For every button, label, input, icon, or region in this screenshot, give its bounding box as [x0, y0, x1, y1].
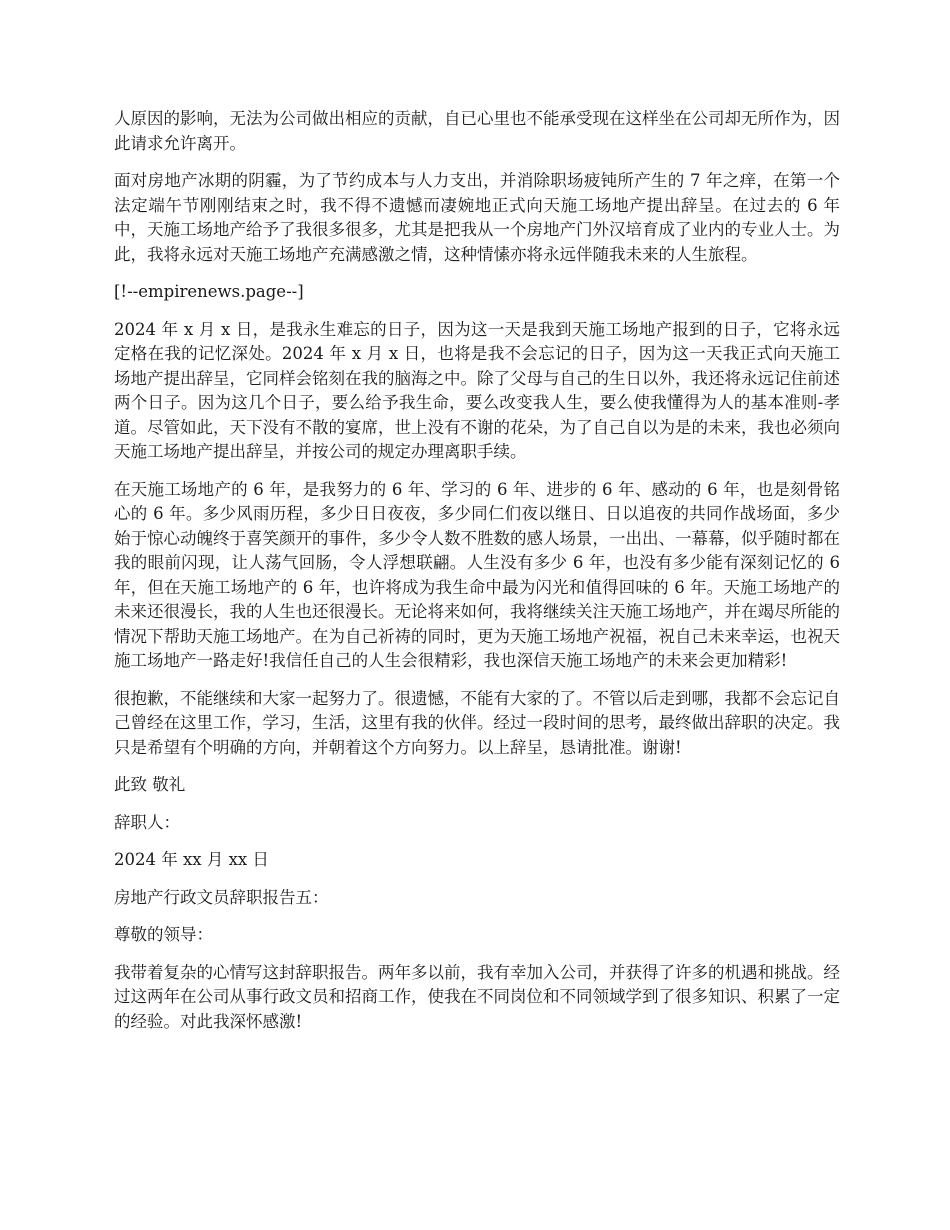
greeting-leader: 尊敬的领导： — [114, 925, 213, 944]
signature-label: 辞职人： — [114, 812, 180, 832]
paragraph-six-years: 在天施工场地产的 6 年，是我努力的 6 年、学习的 6 年、进步的 6 年、感动的 6 年，也是刻骨铭心的 6 年。多少风雨历程，多少日日夜夜，多少同仁们夜以继日、日以追夜的共同作战场面，多少始于惊心动魄终于喜笑颜开的事件，多少令人数不胜数的感人场景，一出出、一幕幕，似乎随时都在我的眼前闪现，让人荡气回肠，令人浮想联翩。人生没有多少 6 年，也没有多少能有深刻记忆的 6 年，但在天施工场地产的 6 年，也许将成为我生命中最为闪光和值得回味的 6 年。天施工场地产的未来还很漫长，我的人生也还很漫长。无论将来如何，我将继续关注天施工场地产，并在竭尽所能的情况下帮助天施工场地产。在为自己祈祷的同时，更为天施工场地产祝福，祝自己未来幸运，也祝天施工场地产一路走好!我信任自己的人生会很精彩，我也深信天施工场地产的未来会更加精彩! — [114, 479, 840, 670]
section-heading-report-five: 房地产行政文员辞职报告五： — [114, 887, 329, 907]
signature-date: 2024 年 xx 月 xx 日 — [114, 850, 269, 869]
paragraph-complex-feelings: 我带着复杂的心情写这封辞职报告。两年多以前，我有幸加入公司，并获得了许多的机遇和挑战。经过这两年在公司从事行政文员和招商工作，使我在不同岗位和不同领域学到了很多知识、积累了一定的经验。对此我深怀感激! — [114, 962, 840, 1031]
document-body — [114, 107, 840, 1047]
page-marker: [!--empirenews.page--] — [114, 282, 304, 301]
paragraph-apology: 很抱歉，不能继续和大家一起努力了。很遗憾，不能有大家的了。不管以后走到哪，我都不会忘记自己曾经在这里工作，学习，生活，这里有我的伙伴。经过一段时间的思考，最终做出辞职的决定。我只是希望有个明确的方向，并朝着这个方向努力。以上辞呈，恳请批准。谢谢! — [114, 688, 840, 757]
paragraph-memorable-days: 2024 年 x 月 x 日，是我永生难忘的日子，因为这一天是我到天施工场地产报到的日子，它将永远定格在我的记忆深处。2024 年 x 月 x 日，也将是我不会忘记的日子，因为这一天我正式向天施工场地产提出辞呈，它同样会铭刻在我的脑海之中。除了父母与自己的生日以外，我还将永远记住前述两个日子。因为这几个日子，要么给予我生命，要么改变我人生，要么使我懂得为人的基本准则-孝道。尽管如此，天下没有不散的宴席，世上没有不谢的花朵，为了自己自以为是的未来，我也必须向天施工场地产提出辞呈，并按公司的规定办理离职手续。 — [114, 319, 840, 461]
paragraph-reason-continued: 人原因的影响，无法为公司做出相应的贡献，自已心里也不能承受现在这样坐在公司却无所作为，因此请求允许离开。 — [114, 109, 840, 153]
closing-salutation: 此致 敬礼 — [114, 775, 186, 794]
paragraph-real-estate-winter: 面对房地产冰期的阴霾，为了节约成本与人力支出，并消除职场疲钝所产生的 7 年之痒，在第一个法定端午节刚刚结束之时，我不得不遗憾而凄婉地正式向天施工场地产提出辞呈。在过去的 6 年中，天施工场地产给予了我很多很多，尤其是把我从一个房地产门外汉培育成了业内的专业人士。为此，我将永远对天施工场地产充满感激之情，这种情愫亦将永远伴随我未来的人生旅程。 — [114, 171, 840, 264]
